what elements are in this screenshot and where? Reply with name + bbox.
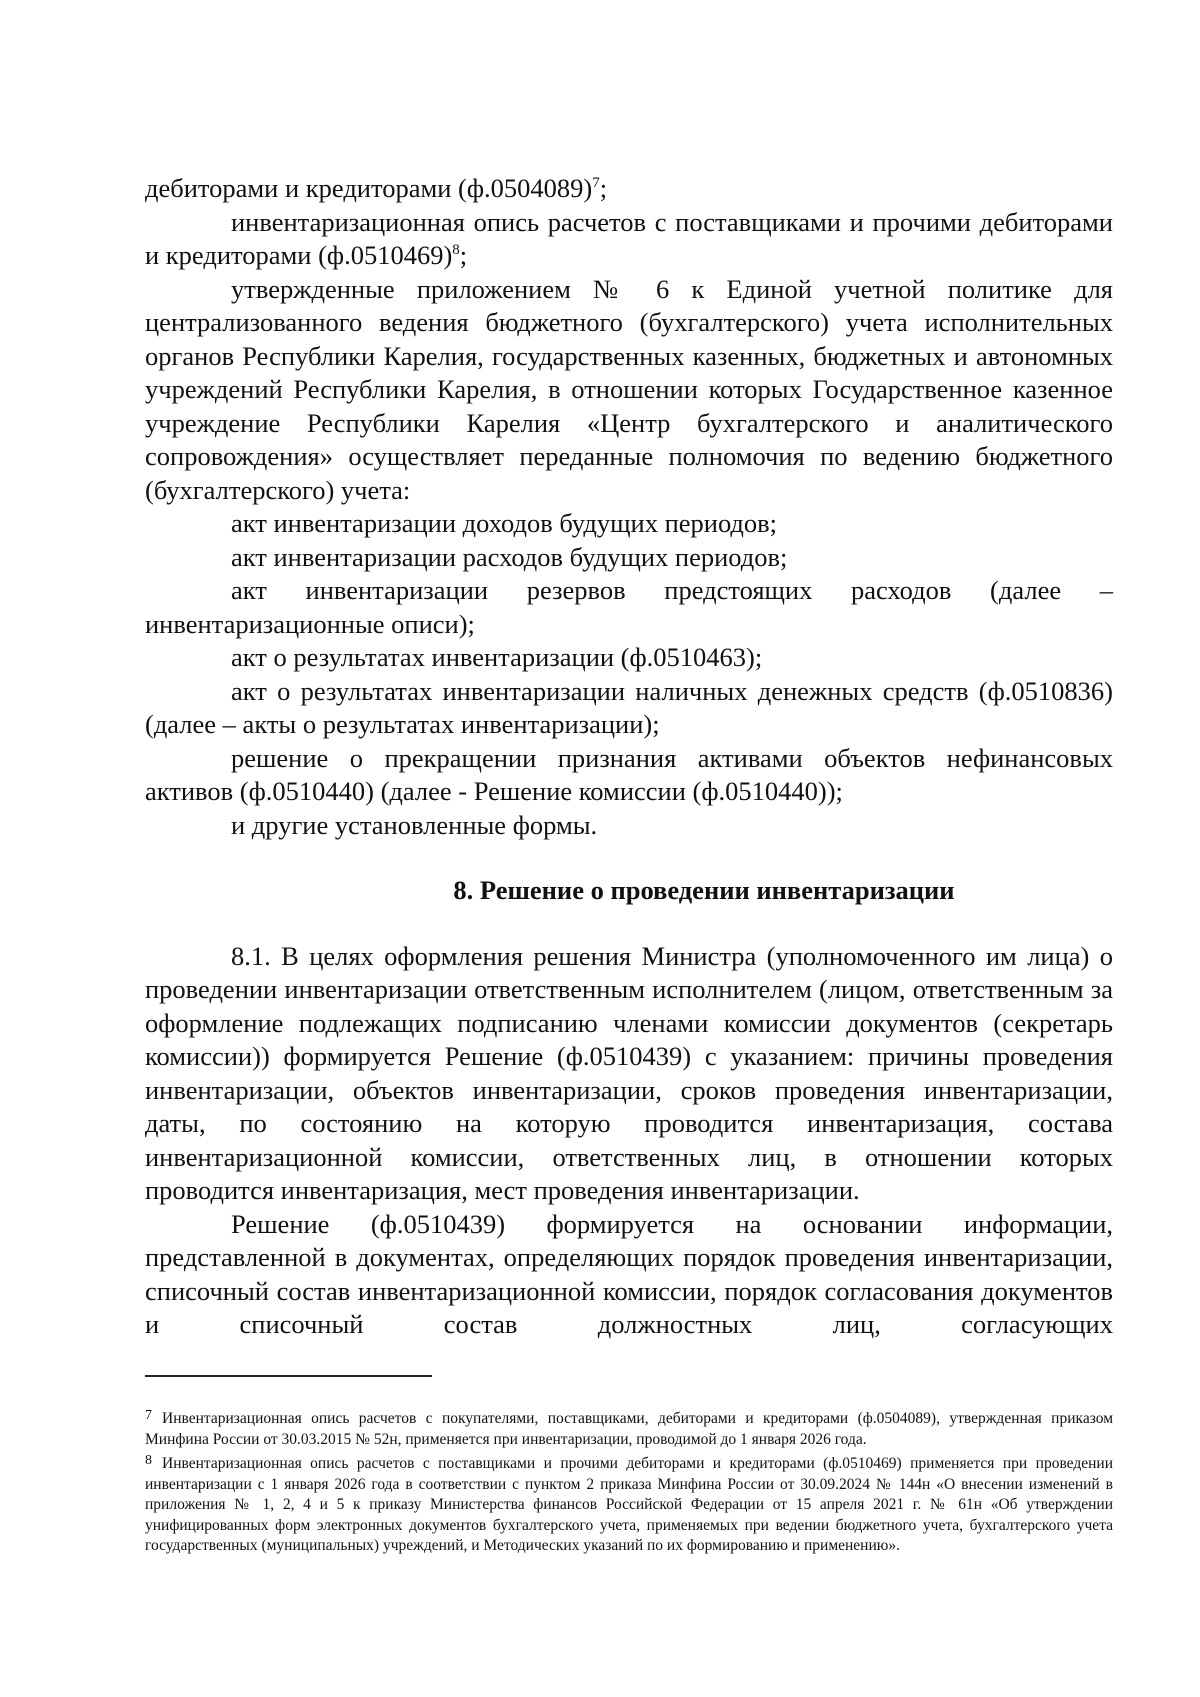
paragraph-8-1: 8.1. В целях оформления решения Министра (уполномоченного им лица) о проведении инвентаризации ответственным исполнителем (лицом, ответственным за оформление подлежащих подписанию членами комиссии документов (секретарь комиссии)) формируется Решение (ф.0510439) с указанием: причины проведения инвентаризации, объектов инвентаризации, сроков проведения инвентаризации, даты, по состоянию на которую проводится инвентаризация, состава инвентаризационной комиссии, ответственных лиц, в отношении которых проводится инвентаризация, мест проведения инвентаризации. [145, 940, 1113, 1205]
paragraph-decision-basis: Решение (ф.0510439) формируется на основании информации, представленной в документах, определяющих порядок проведения инвентаризации, списочный состав инвентаризационной комиссии, порядок согласования документов и списочный состав должностных лиц, согласующих [145, 1208, 1113, 1339]
list-item-income-act: акт инвентаризации доходов будущих периодов; [231, 508, 778, 538]
document-body [145, 172, 1113, 1342]
section-heading: 8. Решение о проведении инвентаризации [453, 875, 955, 905]
list-item-results-act: акт о результатах инвентаризации (ф.0510463); [231, 642, 763, 672]
list-item-expense-act: акт инвентаризации расходов будущих периодов; [231, 541, 788, 572]
list-item-derecognition-decision: решение о прекращении признания активами объектов нефинансовых активов (ф.0510440) (далее - Решение комиссии (ф.0510440)); [145, 742, 1113, 806]
footnote-8: $^8$ Инвентаризационная опись расчетов с поставщиками и прочими дебиторами и кредиторами (ф.0510469) применяется при проведении инвентаризации с 1 января 2026 года в соответствии с пунктом 2 приказа Минфина России от 30.09.2024 № 144н «О внесении изменений в приложения № 1, 2, 4 и 5 к приказу Министерства финансов Российской Федерации от 15 апреля 2021 г. № 61н «Об утверждении унифицированных форм электронных документов бухгалтерского учета, применяемых при ведении бюджетного учета, бухгалтерского учета государственных (муниципальных) учреждений, и Методических указаний по их формированию и применению». [145, 1453, 1113, 1554]
list-item-reserves-act: акт инвентаризации резервов предстоящих расходов (далее – инвентаризационные описи); [145, 575, 1113, 639]
paragraph-form-0510469: инвентаризационная опись расчетов с поставщиками и прочими дебиторами и кредиторами $(ф.0510469)^8$; [145, 206, 1113, 270]
footnote-separator [145, 1375, 432, 1377]
footnote-7: $^7$ Инвентаризационная опись расчетов с покупателями, поставщиками, дебиторами и кредиторами (ф.0504089), утвержденная приказом Минфина России от 30.03.2015 № 52н, применяется при инвентаризации, проводимой до 1 января 2026 года. [145, 1408, 1113, 1448]
footnotes [145, 1409, 1113, 1561]
paragraph-continuation: дебиторами и кредиторами $(ф.0504089)^7$; [145, 173, 608, 203]
footnote-ref-8[interactable]: 8 [452, 242, 460, 259]
list-item-other-forms: и другие установленные формы. [231, 809, 598, 840]
list-item-cash-act: акт о результатах инвентаризации наличных денежных средств (ф.0510836) (далее – акты о результатах инвентаризации); [145, 675, 1113, 739]
footnote-ref-7[interactable]: 7 [592, 175, 600, 192]
paragraph-approved-forms: утвержденные приложением № 6 к Единой учетной политике для централизованного ведения бюджетного (бухгалтерского) учета исполнительных органов Республики Карелия, государственных казенных, бюджетных и автономных учреждений Республики Карелия, в отношении которых Государственное казенное учреждение Республики Карелия «Центр бухгалтерского и аналитического сопровождения» осуществляет переданные полномочия по ведению бюджетного (бухгалтерского) учета: [145, 273, 1113, 505]
